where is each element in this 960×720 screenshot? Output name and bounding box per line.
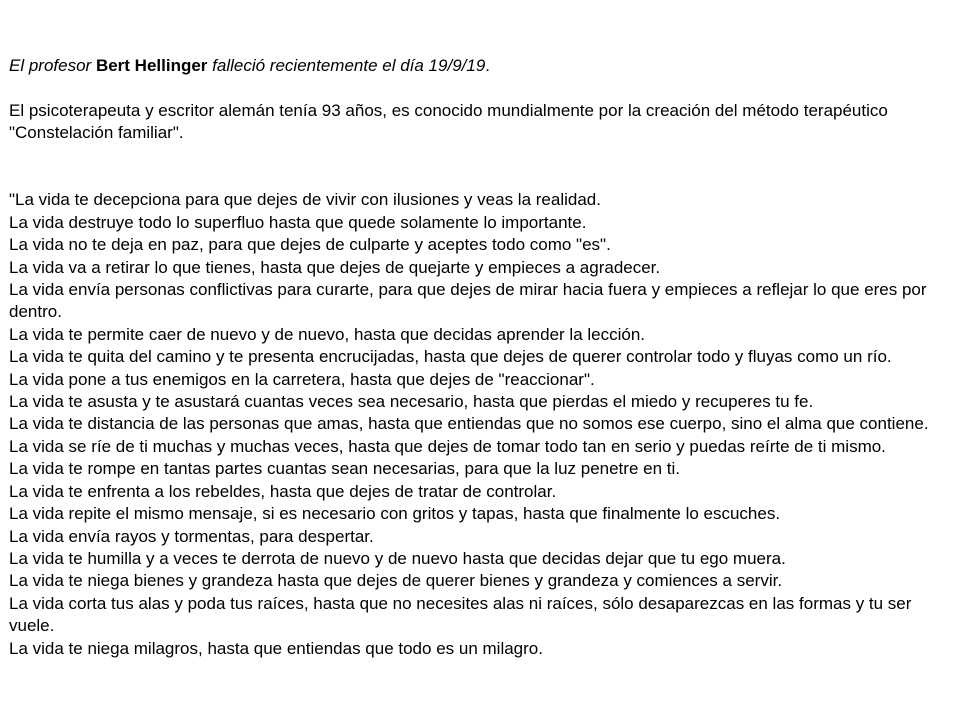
quote-line: La vida envía personas conflictivas para curarte, para que dejes de mirar hacia fuera y empieces a reflejar lo que eres por dentro. bbox=[9, 280, 927, 322]
quote-line: La vida te permite caer de nuevo y de nuevo, hasta que decidas aprender la lección. bbox=[9, 324, 646, 344]
quote-line: La vida te humilla y a veces te derrota de nuevo y de nuevo hasta que decidas dejar que tu ego muera. bbox=[9, 548, 786, 568]
intro-period: . bbox=[485, 56, 491, 75]
quote-line: La vida te distancia de las personas que amas, hasta que entiendas que no somos ese cuerpo, sino el alma que contiene. bbox=[9, 414, 929, 434]
quote-line: La vida repite el mismo mensaje, si es necesario con gritos y tapas, hasta que finalmente lo escuches. bbox=[9, 504, 781, 524]
quote-line: La vida no te deja en paz, para que dejes de culparte y aceptes todo como "es". bbox=[9, 235, 611, 255]
intro-name: Bert Hellinger bbox=[95, 56, 208, 75]
intro-paragraph bbox=[9, 55, 929, 77]
quote-line: La vida corta tus alas y poda tus raíces, hasta que no necesites alas ni raíces, sólo desaparezcas en las formas y tu ser vuele. bbox=[9, 593, 912, 636]
quote-line: La vida destruye todo lo superfluo hasta que quede solamente lo importante. bbox=[9, 212, 587, 232]
intro-prefix: El profesor bbox=[9, 56, 92, 75]
intro-suffix: falleció recientemente el día 19/9/19 bbox=[212, 56, 486, 75]
quote-line: La vida va a retirar lo que tienes, hasta que dejes de quejarte y empieces a agradecer. bbox=[9, 257, 661, 277]
quote-line: La vida te niega milagros, hasta que entiendas que todo es un milagro. bbox=[9, 638, 543, 658]
quote-line: La vida pone a tus enemigos en la carretera, hasta que dejes de "reaccionar". bbox=[9, 369, 595, 389]
document-content bbox=[9, 55, 929, 660]
quote-line: La vida envía rayos y tormentas, para despertar. bbox=[9, 526, 374, 546]
quote-line: La vida te niega bienes y grandeza hasta que dejes de querer bienes y grandeza y comiences a servir. bbox=[9, 571, 783, 591]
quote-block bbox=[9, 189, 929, 660]
bio-paragraph: El psicoterapeuta y escritor alemán tenía 93 años, es conocido mundialmente por la creación del método terapéutico "Constelación familiar". bbox=[9, 100, 888, 143]
quote-line: La vida te quita del camino y te presenta encrucijadas, hasta que dejes de querer controlar todo y fluyas como un río. bbox=[9, 347, 892, 367]
quote-line: "La vida te decepciona para que dejes de vivir con ilusiones y veas la realidad. bbox=[9, 190, 601, 210]
quote-line: La vida te asusta y te asustará cuantas veces sea necesario, hasta que pierdas el miedo y recuperes tu fe. bbox=[9, 392, 814, 412]
quote-line: La vida se ríe de ti muchas y muchas veces, hasta que dejes de tomar todo tan en serio y puedas reírte de ti mismo. bbox=[9, 436, 886, 456]
quote-line: La vida te enfrenta a los rebeldes, hasta que dejes de tratar de controlar. bbox=[9, 481, 557, 501]
quote-line: La vida te rompe en tantas partes cuantas sean necesarias, para que la luz penetre en ti. bbox=[9, 459, 680, 479]
